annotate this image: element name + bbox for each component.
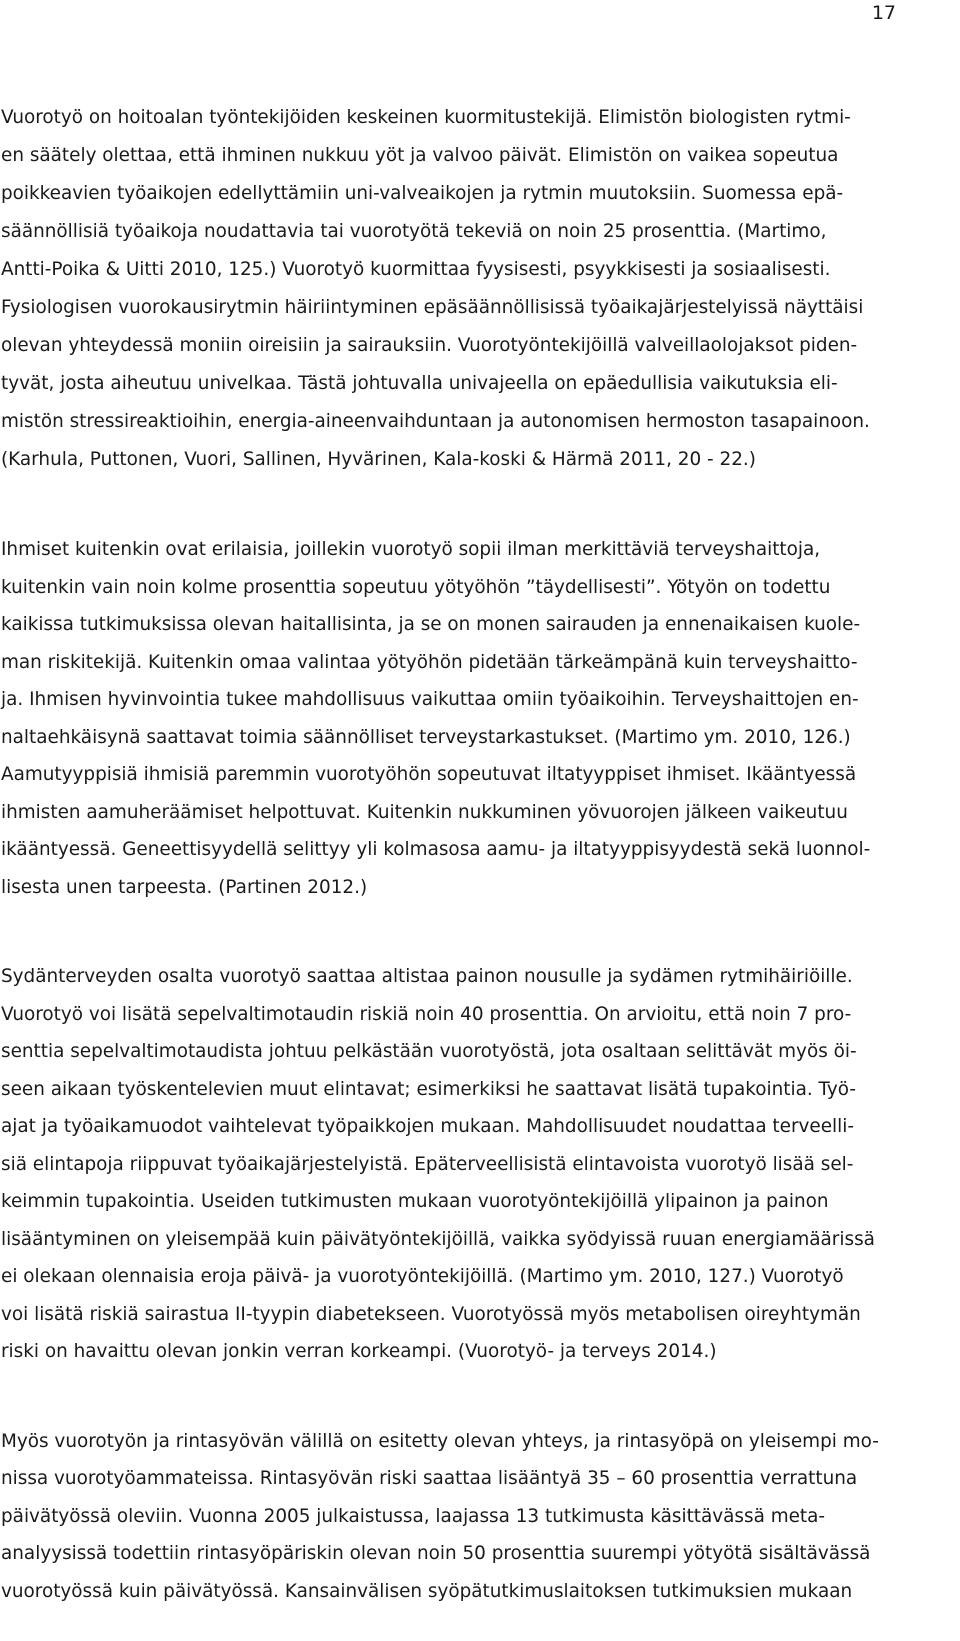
body-text [1, 99, 919, 1610]
text-line: ikääntyessä. Geneettisyydellä selittyy yli kolmasosa aamu- ja iltatyyppisyydestä sekä luonnol- [1, 839, 871, 860]
text-line: Aamutyyppisiä ihmisiä paremmin vuorotyöhön sopeutuvat iltatyyppiset ihmiset. Ikääntyessä [1, 764, 857, 785]
paragraph [1, 1423, 919, 1611]
text-line: lisesta unen tarpeesta. (Partinen 2012.) [1, 876, 368, 898]
text-line: Vuorotyö on hoitoalan työntekijöiden keskeinen kuormitustekijä. Elimistön biologisten rytmi- [1, 107, 851, 128]
text-line: vuorotyössä kuin päivätyössä. Kansainvälisen syöpätutkimuslaitoksen tutkimuksien mukaan [1, 1580, 853, 1602]
text-line: Sydänterveyden osalta vuorotyö saattaa altistaa painon nousulle ja sydämen rytmihäiriöille. [1, 966, 853, 987]
text-line: Vuorotyö voi lisätä sepelvaltimotaudin riskiä noin 40 prosenttia. On arvioitu, että noin 7 pro- [1, 1003, 852, 1025]
text-line: säännöllisiä työaikoja noudattavia tai vuorotyötä tekeviä on noin 25 prosenttia. (Martimo, [1, 221, 827, 242]
text-line: analyysissä todettiin rintasyöpäriskin olevan noin 50 prosenttia suurempi yötyötä sisältävässä [1, 1543, 871, 1564]
text-line: siä elintapoja riippuvat työaikajärjestelyistä. Epäterveellisistä elintavoista vuorotyö lisää sel- [1, 1153, 854, 1175]
text-line: tyvät, josta aiheutuu univelkaa. Tästä johtuvalla univajeella on epäedullisia vaikutuksia eli- [1, 373, 838, 394]
text-line: olevan yhteydessä moniin oireisiin ja sairauksiin. Vuorotyöntekijöillä valveillaolojaksot piden- [1, 335, 858, 356]
text-line: Myös vuorotyön ja rintasyövän välillä on esitetty olevan yhteys, ja rintasyöpä on yleisempi mo- [1, 1430, 879, 1452]
text-line: Antti-Poika & Uitti 2010, 125.) Vuorotyö kuormittaa fyysisesti, psyykkisesti ja sosiaalisesti. [1, 259, 831, 280]
paragraph [1, 531, 919, 906]
text-line: poikkeavien työaikojen edellyttämiin uni-valveaikojen ja rytmin muutoksiin. Suomessa epä- [1, 183, 844, 204]
text-line: päivätyössä oleviin. Vuonna 2005 julkaistussa, laajassa 13 tutkimusta käsittävässä meta- [1, 1505, 826, 1527]
text-line: Ihmiset kuitenkin ovat erilaisia, joillekin vuorotyö sopii ilman merkittäviä terveyshaittoja, [1, 539, 821, 560]
paragraph [1, 99, 919, 479]
text-line: kuitenkin vain noin kolme prosenttia sopeutuu yötyöhön ”täydellisesti”. Yötyön on todettu [1, 576, 831, 598]
text-line: ihmisten aamuheräämiset helpottuvat. Kuitenkin nukkuminen yövuorojen jälkeen vaikeutuu [1, 801, 848, 823]
text-line: en säätely olettaa, että ihminen nukkuu yöt ja valvoo päivät. Elimistön on vaikea sopeutua [1, 145, 839, 166]
text-line: (Karhula, Puttonen, Vuori, Sallinen, Hyvärinen, Kala-koski & Härmä 2011, 20 - 22.) [1, 449, 756, 470]
text-line: ja. Ihmisen hyvinvointia tukee mahdollisuus vaikuttaa omiin työaikoihin. Terveyshaittojen en- [1, 689, 859, 710]
text-line: voi lisätä riskiä sairastua II-tyypin diabetekseen. Vuorotyössä myös metabolisen oireyhtymän [1, 1303, 861, 1325]
text-line: riski on havaittu olevan jonkin verran korkeampi. (Vuorotyö- ja terveys 2014.) [1, 1341, 717, 1362]
text-line: mistön stressireaktioihin, energia-aineenvaihduntaan ja autonomisen hermoston tasapainoon. [1, 411, 870, 432]
text-line: lisääntyminen on yleisempää kuin päivätyöntekijöillä, vaikka syödyissä ruuan energiamäärissä [1, 1228, 875, 1250]
text-line: ajat ja työaikamuodot vaihtelevat työpaikkojen mukaan. Mahdollisuudet noudattaa terveelli- [1, 1116, 854, 1137]
text-line: nissa vuorotyöammateissa. Rintasyövän riski saattaa lisääntyä 35 – 60 prosenttia verrattuna [1, 1468, 858, 1489]
text-line: senttia sepelvaltimotaudista johtuu pelkästään vuorotyöstä, jota osaltaan selittävät myös öi- [1, 1041, 857, 1062]
text-line: ei olekaan olennaisia eroja päivä- ja vuorotyöntekijöillä. (Martimo ym. 2010, 127.) Vuorotyö [1, 1266, 844, 1287]
page-number: 17 [871, 2, 896, 24]
paragraph [1, 958, 919, 1371]
text-line: man riskitekijä. Kuitenkin omaa valintaa yötyöhön pidetään tärkeämpänä kuin terveyshaitto- [1, 651, 858, 673]
text-line: keimmin tupakointia. Useiden tutkimusten mukaan vuorotyöntekijöillä ylipainon ja painon [1, 1191, 829, 1212]
text-line: seen aikaan työskentelevien muut elintavat; esimerkiksi he saattavat lisätä tupakointia. Työ- [1, 1078, 857, 1100]
text-line: naltaehkäisynä saattavat toimia säännölliset terveystarkastukset. (Martimo ym. 2010, 126.) [1, 726, 851, 748]
text-line: kaikissa tutkimuksissa olevan haitallisinta, ja se on monen sairauden ja ennenaikaisen kuole- [1, 614, 861, 635]
text-line: Fysiologisen vuorokausirytmin häiriintyminen epäsäännöllisissä työaikajärjestelyissä näyttäisi [1, 297, 864, 318]
